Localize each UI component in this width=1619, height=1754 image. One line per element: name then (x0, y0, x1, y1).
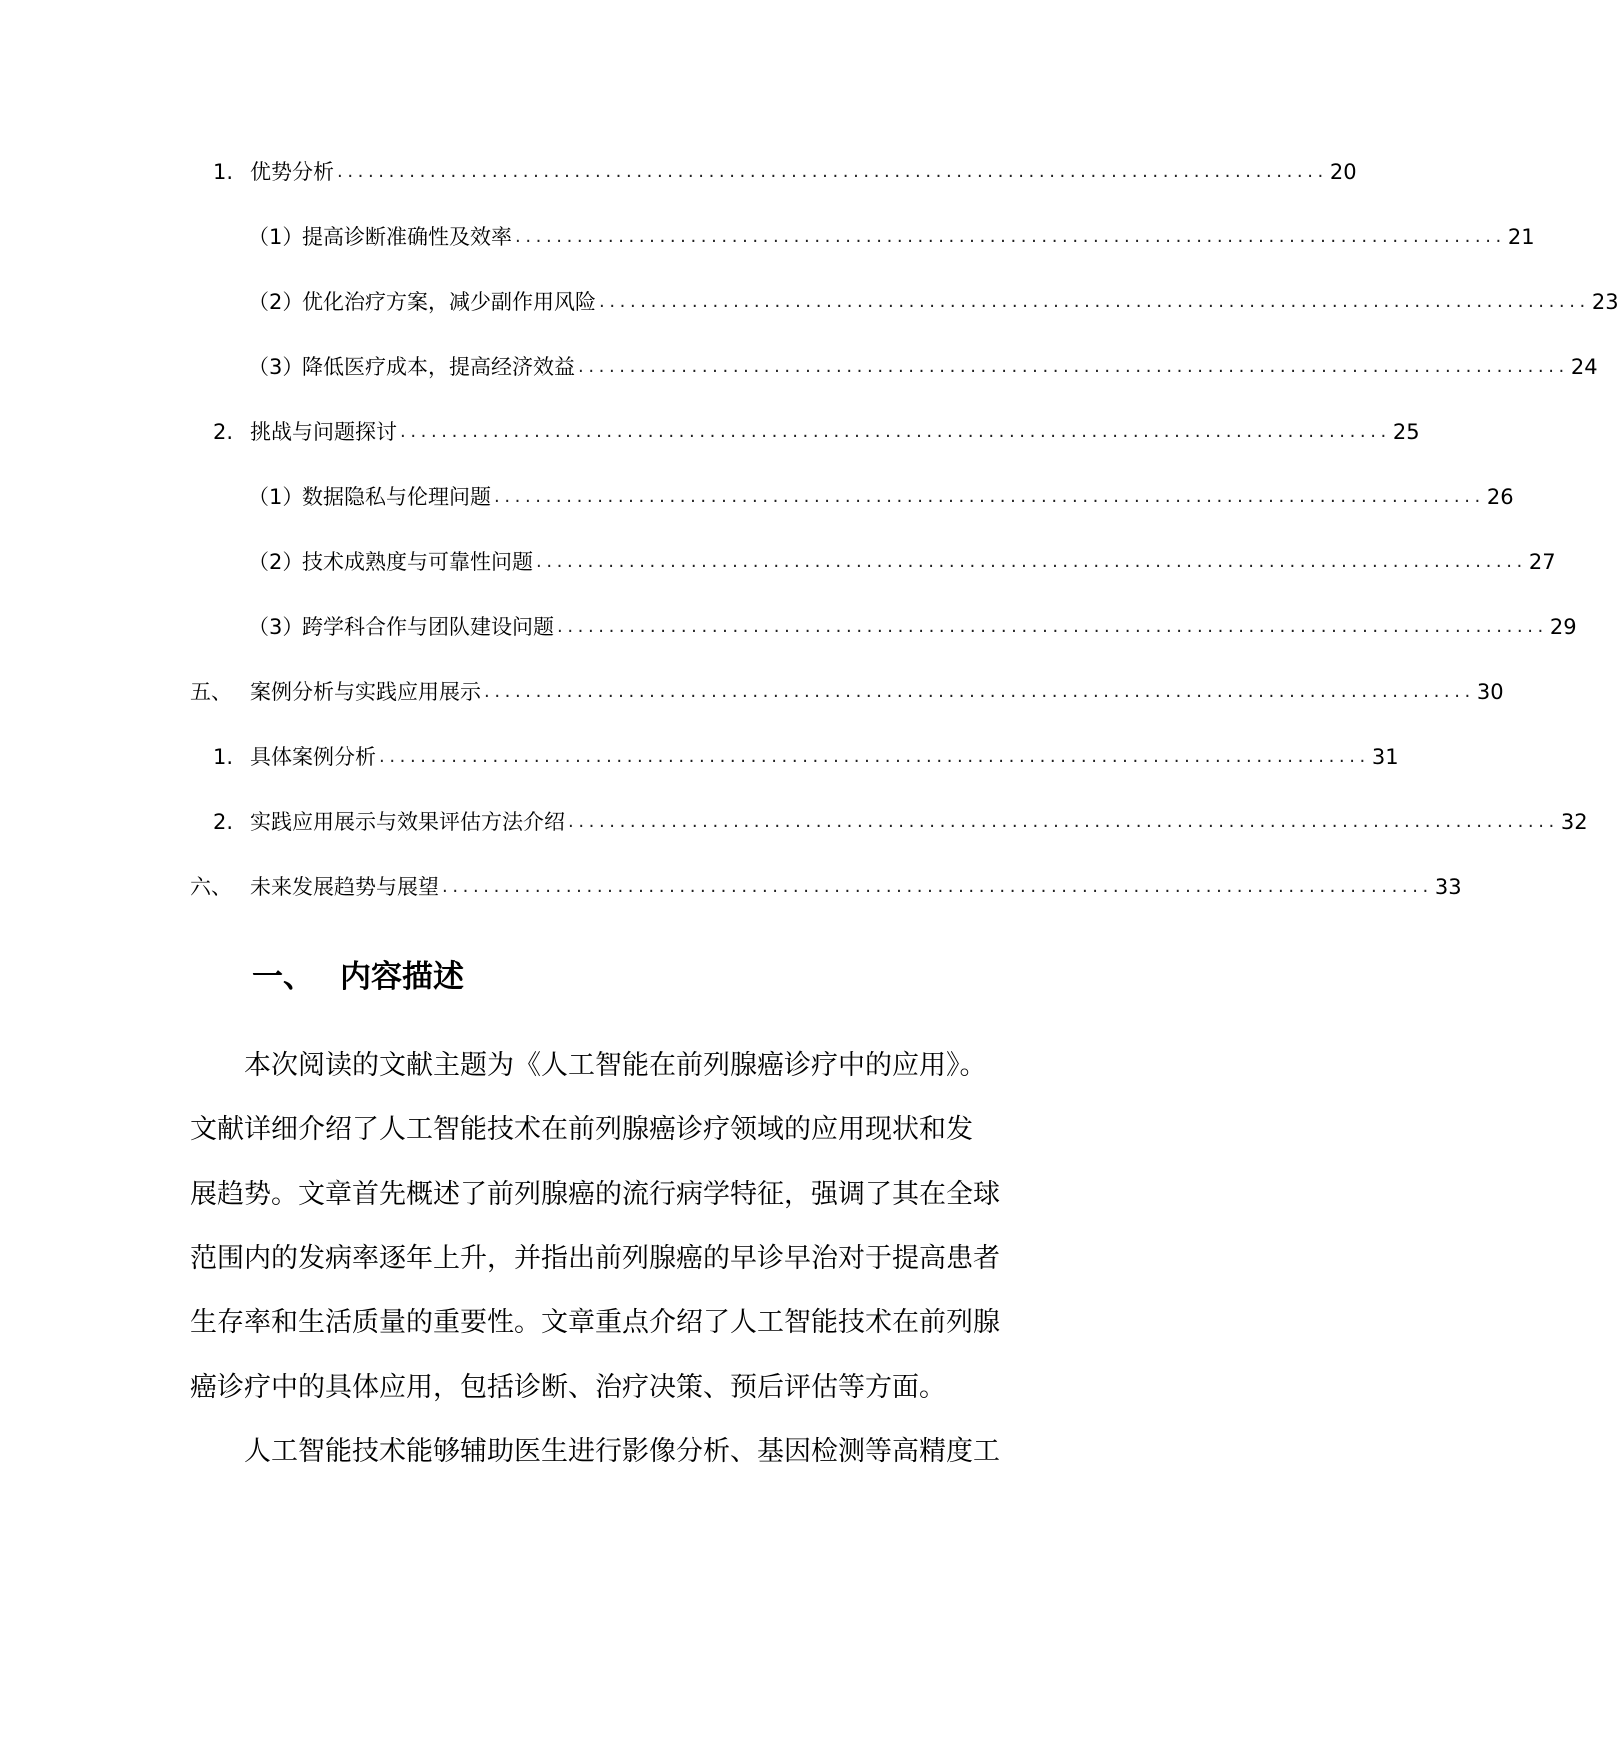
toc-leader-dots: ................................................................................................ (515, 226, 1506, 247)
toc-entry-number: 2. (213, 420, 234, 444)
paragraph-line: 人工智能技术能够辅助医生进行影像分析、基因检测等高精度工 (190, 1436, 1000, 1467)
toc-entry[interactable] (248, 345, 1598, 381)
toc-entry-page: 30 (1476, 680, 1504, 704)
toc-leader-dots: ................................................................................................ (337, 161, 1328, 182)
toc-entry[interactable] (248, 280, 1619, 316)
toc-entry[interactable] (248, 605, 1577, 641)
toc-entry-title: 实践应用展示与效果评估方法介绍 (250, 810, 565, 834)
toc-entry[interactable] (248, 215, 1535, 251)
toc-entry-page: 25 (1392, 420, 1420, 444)
section-title: 内容描述 (340, 959, 464, 995)
section-number: 一、 (252, 959, 314, 995)
toc-entry[interactable] (248, 475, 1514, 511)
toc-entry-number: （3） (248, 355, 304, 379)
toc-leader-dots: ................................................................................................ (557, 616, 1548, 637)
toc-entry[interactable] (213, 800, 1588, 836)
toc-entry-page: 21 (1507, 225, 1535, 249)
toc-entry-page: 29 (1549, 615, 1577, 639)
toc-leader-dots: ................................................................................................ (400, 421, 1391, 442)
toc-entry-number: （1） (248, 485, 304, 509)
toc-entry-number: （2） (248, 290, 304, 314)
paragraph-line: 展趋势。文章首先概述了前列腺癌的流行病学特征，强调了其在全球 (190, 1179, 1000, 1210)
toc-entry[interactable] (213, 150, 1357, 186)
toc-entry-title: 案例分析与实践应用展示 (250, 680, 481, 704)
toc-entry-title: 未来发展趋势与展望 (250, 875, 439, 899)
toc-leader-dots: ................................................................................................ (442, 876, 1433, 897)
toc-leader-dots: ................................................................................................ (379, 746, 1370, 767)
toc-entry-page: 24 (1570, 355, 1598, 379)
toc-entry-number: 1. (213, 160, 234, 184)
toc-leader-dots: ................................................................................................ (484, 681, 1475, 702)
section-heading (252, 955, 464, 999)
toc-entry-number: （2） (248, 550, 304, 574)
toc-entry-page: 20 (1329, 160, 1357, 184)
toc-entry-title: 数据隐私与伦理问题 (302, 485, 491, 509)
toc-entry-number: 六、 (190, 875, 232, 899)
paragraph-line: 本次阅读的文献主题为《人工智能在前列腺癌诊疗中的应用》。 (190, 1050, 987, 1081)
toc-leader-dots: ................................................................................................ (578, 356, 1569, 377)
toc-entry-title: 降低医疗成本，提高经济效益 (302, 355, 575, 379)
paragraph-line: 文献详细介绍了人工智能技术在前列腺癌诊疗领域的应用现状和发 (190, 1114, 973, 1145)
toc-entry-page: 27 (1528, 550, 1556, 574)
paragraph-line: 生存率和生活质量的重要性。文章重点介绍了人工智能技术在前列腺 (190, 1307, 1000, 1338)
toc-entry-title: 挑战与问题探讨 (250, 420, 397, 444)
toc-entry[interactable] (190, 670, 1504, 706)
toc-entry-number: （3） (248, 615, 304, 639)
toc-leader-dots: ................................................................................................ (568, 811, 1559, 832)
toc-entry-number: 五、 (190, 680, 232, 704)
toc-entry-number: （1） (248, 225, 304, 249)
toc-entry-title: 优势分析 (250, 160, 334, 184)
toc-entry-title: 提高诊断准确性及效率 (302, 225, 512, 249)
toc-leader-dots: ................................................................................................ (599, 291, 1590, 312)
toc-entry[interactable] (248, 540, 1556, 576)
toc-entry-title: 技术成熟度与可靠性问题 (302, 550, 533, 574)
toc-entry-page: 33 (1434, 875, 1462, 899)
toc-entry[interactable] (190, 865, 1462, 901)
paragraph-line: 范围内的发病率逐年上升，并指出前列腺癌的早诊早治对于提高患者 (190, 1243, 1000, 1274)
toc-entry-page: 26 (1486, 485, 1514, 509)
toc-entry[interactable] (213, 410, 1420, 446)
toc-entry-page: 23 (1591, 290, 1619, 314)
toc-entry-title: 跨学科合作与团队建设问题 (302, 615, 554, 639)
paragraph-line: 癌诊疗中的具体应用，包括诊断、治疗决策、预后评估等方面。 (190, 1372, 946, 1403)
toc-entry-title: 具体案例分析 (250, 745, 376, 769)
toc-leader-dots: ................................................................................................ (494, 486, 1485, 507)
toc-entry[interactable] (213, 735, 1399, 771)
toc-entry-title: 优化治疗方案，减少副作用风险 (302, 290, 596, 314)
toc-entry-page: 31 (1371, 745, 1399, 769)
toc-entry-page: 32 (1560, 810, 1588, 834)
toc-entry-number: 1. (213, 745, 234, 769)
toc-entry-number: 2. (213, 810, 234, 834)
toc-leader-dots: ................................................................................................ (536, 551, 1527, 572)
